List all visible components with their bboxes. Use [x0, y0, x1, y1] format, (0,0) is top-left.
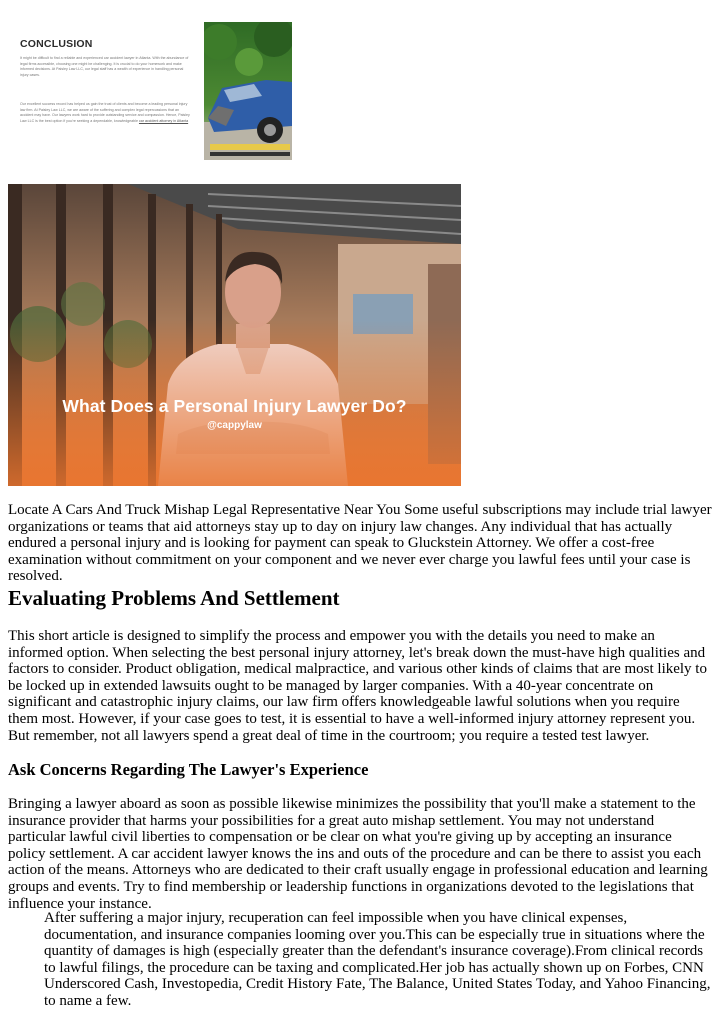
hero-title: What Does a Personal Injury Lawyer Do? [62, 396, 407, 416]
hero-handle: @cappylaw [207, 420, 262, 431]
conclusion-title: CONCLUSION [20, 38, 93, 50]
section-heading-experience: Ask Concerns Regarding The Lawyer's Experience [8, 760, 369, 779]
evaluating-paragraph: This short article is designed to simplify the process and empower you with the details you need to make an informed option. When selecting the best personal injury attorney, let's break down the must-have high qualities and factors to consider. Product obligation, medical malpractice, and various other kinds of claims that are most likely to be locked up in extended lawsuits ought to be managed by larger companies. With a 40-year concentrate on significant and catastrophic injury claims, our law firm offers knowledgeable lawful solutions when you require them most. However, if your case goes to test, it is essential to have a well-informed injury attorney represent you. But remember, not all lawyers spend a great deal of time in the courtroom; you require a tested test lawyer. [8, 628, 707, 744]
section-heading-evaluating: Evaluating Problems And Settlement [8, 586, 340, 610]
hero-image [8, 184, 461, 486]
crashed-car-photo [204, 22, 292, 160]
conclusion-paragraph-2 [20, 102, 190, 124]
conclusion-paragraph-2-text: Our excellent success record has helped us gain the trust of clients and become a leading personal injury law firm. At Paisley Law LLC, we are aware of the suffering and complex legal repercussions that an accident may have. Our lawyers work hard to provide outstanding service and compassion. Hence, Paisley Law LLC is the best option if you're seeking a dependable, knowledgeable [20, 102, 190, 123]
intro-paragraph: Locate A Cars And Truck Mishap Legal Representative Near You Some useful subscriptions may include trial lawyer organizations or teams that aid attorneys stay up to day on injury law changes. Any individual that has actually endured a personal injury and is looking for payment can speak to Gluckstein Attorney. We offer a cost-free examination without commitment on your component and we never ever charge you lawful fees until your case is resolved. [8, 502, 712, 585]
conclusion-image [8, 10, 300, 167]
conclusion-link: car accident attorney in Atlanta [138, 118, 189, 123]
experience-paragraph: Bringing a lawyer aboard as soon as possible likewise minimizes the possibility that you'll make a statement to the insurance provider that harms your possibilities for a great auto mishap settlement. You may not understand particular lawful civil liberties to compensation or be clear on what you're giving up by accepting an insurance policy settlement. A car accident lawyer knows the ins and outs of the procedure and can be there to assist you each action of the means. Attorneys who are dedicated to their craft usually engage in professional education and learning groups and events. Try to find membership or leadership functions in organizations devoted to the legislations that influence your instance. [8, 796, 708, 912]
conclusion-paragraph-1: It might be difficult to find a reliable and experienced car accident lawyer in Atlanta. With the abundance of legal firms accessible, choosing one might be challenging. It is crucial to do your homework and make informed decisions. At Paisley Law LLC, our legal staff has a wealth of experience in handling personal injury cases. [20, 56, 189, 77]
blockquote: After suffering a major injury, recuperation can feel impossible when you have clinical expenses, documentation, and insurance companies looming over you.This can be especially true in situations where the quantity of damages is high (especially greater than the defendant's insurance coverage).From clinical records to lawful filings, the procedure can be taxing and complicated.Her job has actually shown up on Forbes, CNN Underscored Cash, Investopedia, Credit History Fate, The Balance, United States Today, and Yahoo Financing, to name a few. [44, 910, 711, 1009]
